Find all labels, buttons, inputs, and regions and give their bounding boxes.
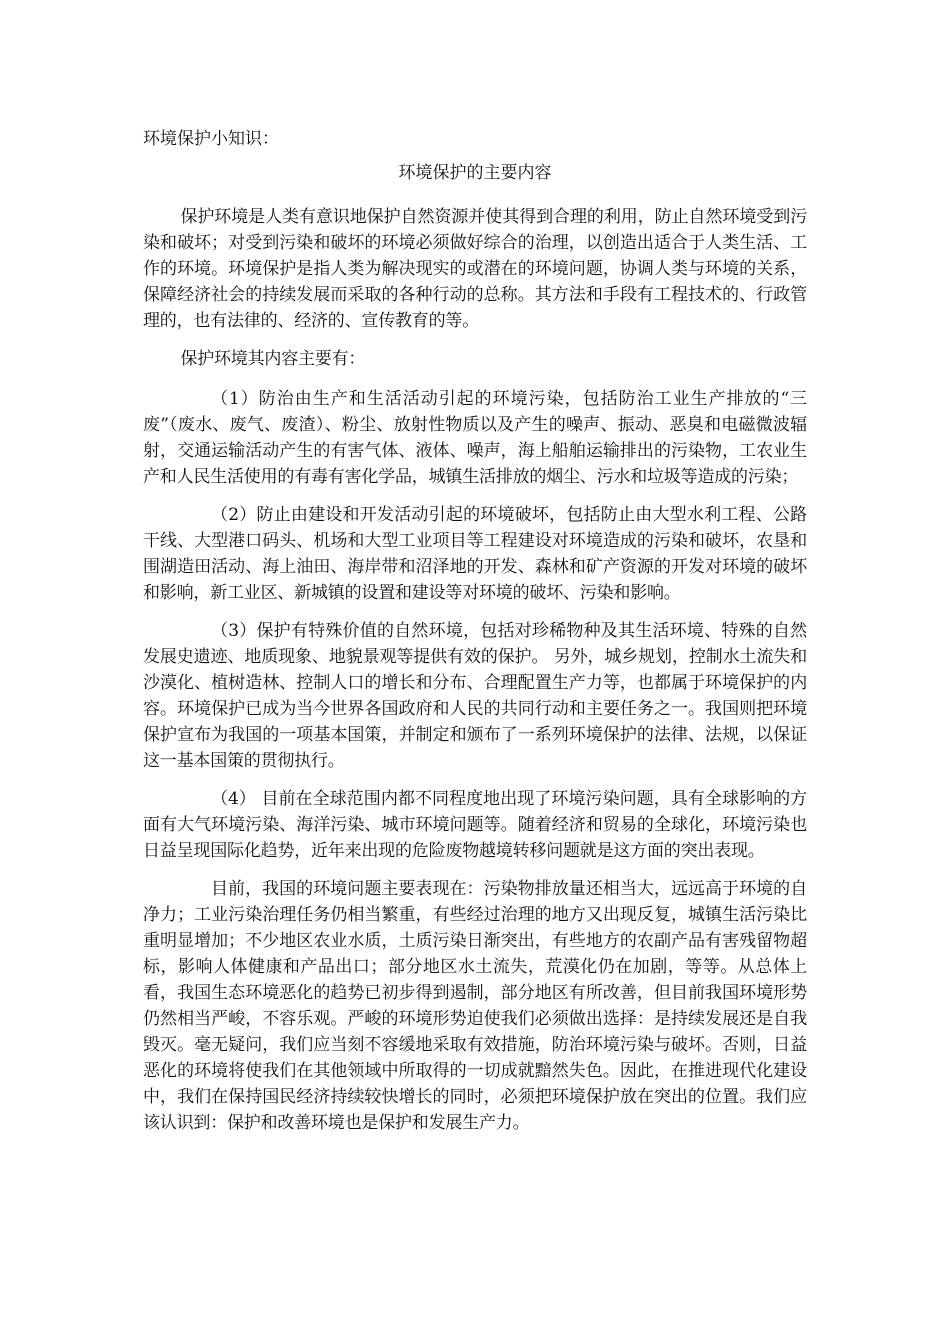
lead-paragraph: 保护环境其内容主要有： bbox=[180, 349, 366, 369]
content-item-2: （2）防止由建设和开发活动引起的环境破坏，包括防止由大型水利工程、公路干线、大型港口码头、机场和大型工业项目等工程建设对环境造成的污染和破坏，农垦和围湖造田活动、海上油田、海岸带和沼泽地的开发、森林和矿产资源的开发对环境的破坏和影响，新工业区、新城镇的设置和建设等对环境的破坏、污染和影响。 bbox=[143, 505, 807, 603]
document-title: 环境保护的主要内容 bbox=[398, 163, 552, 183]
document-label: 环境保护小知识： bbox=[143, 129, 279, 149]
content-item-1: （1）防治由生产和生活活动引起的环境污染，包括防治工业生产排放的“三废”（废水、废气、废渣）、粉尘、放射性物质以及产生的噪声、振动、恶臭和电磁微波辐射，交通运输活动产生的有害气体、液体、噪声，海上船舶运输排出的污染物，工农业生产和人民生活使用的有毒有害化学品，城镇生活排放的烟尘、污水和垃圾等造成的污染； bbox=[143, 389, 807, 487]
content-item-4: （4） 目前在全球范围内都不同程度地出现了环境污染问题，具有全球影响的方面有大气环境污染、海洋污染、城市环境问题等。随着经济和贸易的全球化，环境污染也日益呈现国际化趋势，近年来出现的危险废物越境转移问题就是这方面的突出表现。 bbox=[143, 789, 807, 861]
document-page bbox=[143, 126, 807, 1148]
intro-paragraph: 保护环境是人类有意识地保护自然资源并使其得到合理的利用，防止自然环境受到污染和破坏；对受到污染和破坏的环境必须做好综合的治理，以创造出适合于人类生活、工作的环境。环境保护是指人类为解决现实的或潜在的环境问题，协调人类与环境的关系，保障经济社会的持续发展而采取的各种行动的总称。其方法和手段有工程技术的、行政管理的，也有法律的、经济的、宣传教育的等。 bbox=[143, 207, 807, 331]
conclusion-paragraph: 目前，我国的环境问题主要表现在：污染物排放量还相当大，远远高于环境的自净力；工业污染治理任务仍相当繁重，有些经过治理的地方又出现反复，城镇生活污染比重明显增加；不少地区农业水质，土质污染日渐突出，有些地方的农副产品有害残留物超标，影响人体健康和产品出口；部分地区水土流失，荒漠化仍在加剧，等等。从总体上看，我国生态环境恶化的趋势已初步得到遏制，部分地区有所改善，但目前我国环境形势仍然相当严峻，不容乐观。严峻的环境形势迫使我们必须做出选择：是持续发展还是自我毁灭。毫无疑问，我们应当刻不容缓地采取有效措施，防治环境污染与破坏。否则，日益恶化的环境将使我们在其他领域中所取得的一切成就黯然失色。因此，在推进现代化建设中，我们在保持国民经济持续较快增长的同时，必须把环境保护放在突出的位置。我们应该认识到：保护和改善环境也是保护和发展生产力。 bbox=[143, 879, 807, 1133]
content-item-3: （3）保护有特殊价值的自然环境，包括对珍稀物种及其生活环境、特殊的自然发展史遗迹、地质现象、地貌景观等提供有效的保护。 另外，城乡规划，控制水土流失和沙漠化、植树造林、控制人口的增长和分布、合理配置生产力等，也都属于环境保护的内容。环境保护已成为当今世界各国政府和人民的共同行动和主要任务之一。我国则把环境保护宣布为我国的一项基本国策，并制定和颁布了一系列环境保护的法律、法规，以保证这一基本国策的贯彻执行。 bbox=[143, 621, 807, 771]
